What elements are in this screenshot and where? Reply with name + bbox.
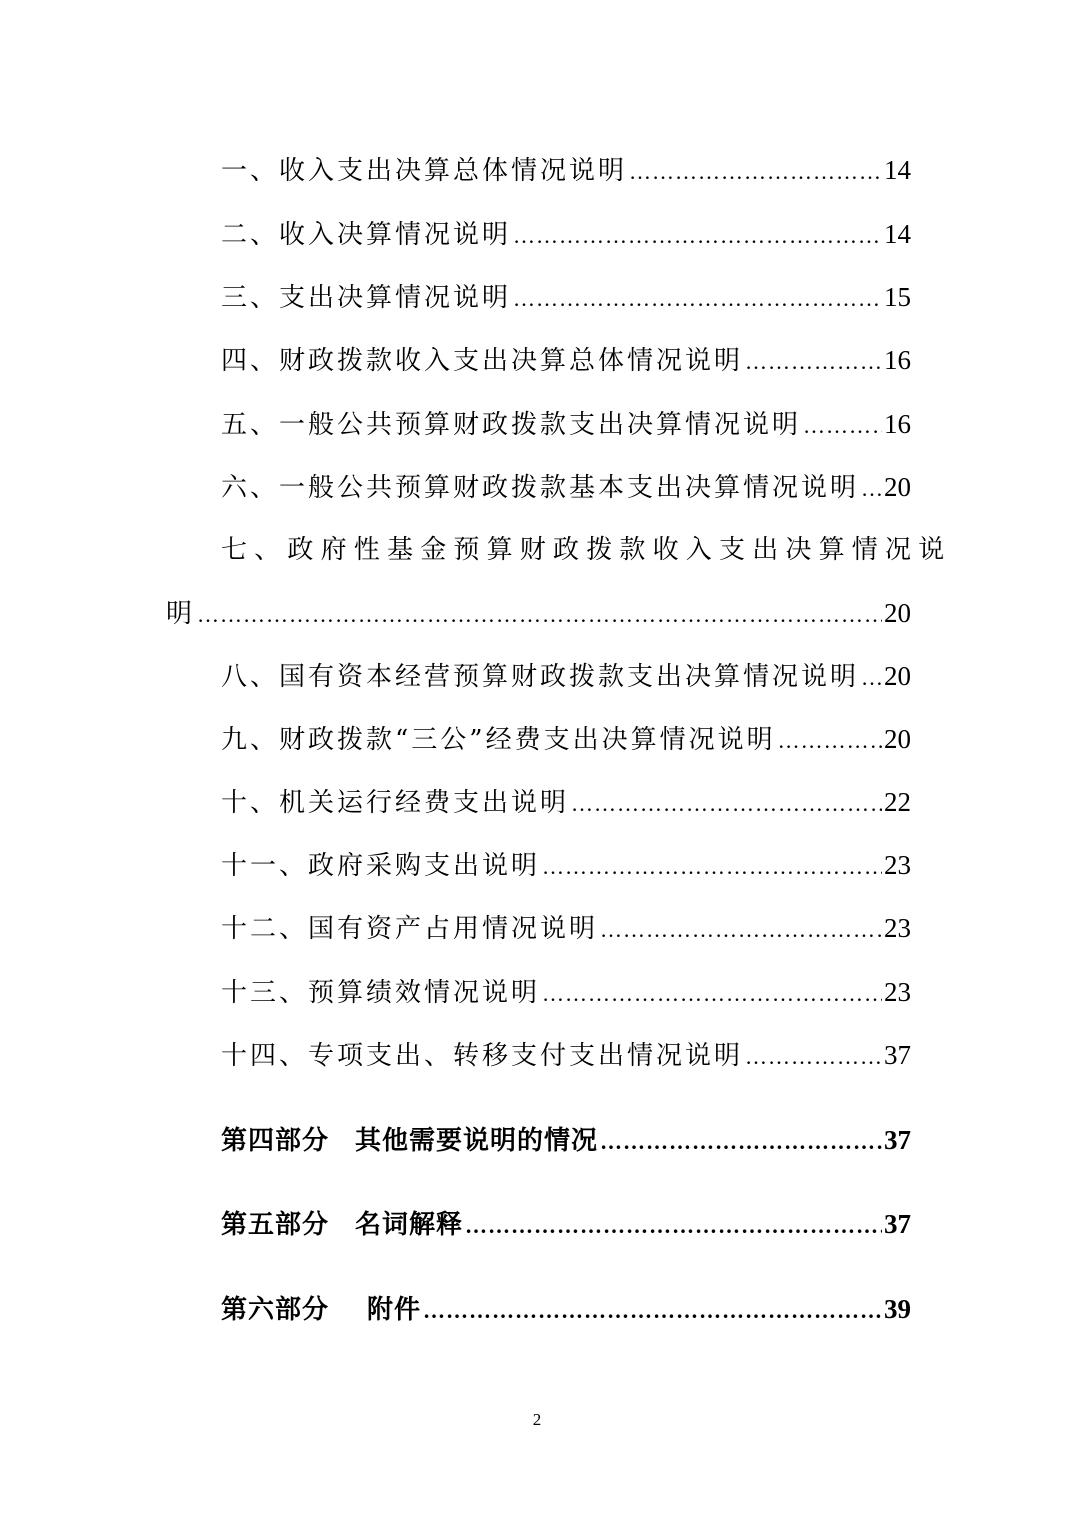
dot-leader	[600, 1122, 882, 1162]
toc-entry-wrapped[interactable]	[221, 530, 952, 570]
toc-entry-label: 十三、预算绩效情况说明	[221, 978, 541, 1008]
dot-leader	[571, 784, 882, 824]
toc-entry-label: 十二、国有资产占用情况说明	[221, 914, 599, 944]
toc-part-entry[interactable]	[221, 1120, 911, 1160]
toc-entry-label: 一、收入支出决算总体情况说明	[221, 156, 628, 186]
dot-leader	[600, 910, 882, 950]
dot-leader	[197, 595, 882, 635]
toc-entry[interactable]	[221, 340, 911, 380]
toc-entry[interactable]	[221, 972, 911, 1012]
toc-entry-continuation[interactable]	[166, 593, 911, 633]
toc-entry-page: 20	[884, 724, 911, 754]
toc-part-label	[221, 1290, 421, 1330]
toc-entry-label: 四、财政拨款收入支出决算总体情况说明	[221, 346, 744, 376]
dot-leader	[542, 974, 882, 1014]
toc-entry[interactable]	[221, 656, 911, 696]
toc-entry-label: 二、收入决算情况说明	[221, 220, 512, 250]
part-number: 第五部分	[221, 1210, 330, 1240]
toc-entry[interactable]	[221, 782, 911, 822]
toc-entry-page: 23	[884, 913, 911, 943]
toc-entry-page: 15	[884, 282, 911, 312]
toc-entry[interactable]	[221, 277, 911, 317]
toc-entry-label: 六、一般公共预算财政拨款基本支出决算情况说明	[221, 473, 860, 503]
part-title: 附件	[367, 1295, 422, 1325]
dot-leader	[513, 279, 882, 319]
dot-leader	[629, 152, 882, 192]
part-title: 名词解释	[355, 1210, 464, 1240]
toc-entry[interactable]	[221, 1035, 911, 1075]
toc-entry-label: 九、财政拨款“三公”经费支出决算情况说明	[221, 725, 776, 755]
toc-entry-page: 20	[884, 598, 911, 628]
toc-part-page: 37	[884, 1125, 911, 1155]
toc-entry-page: 14	[884, 155, 911, 185]
page-number: 2	[532, 1410, 542, 1429]
toc-entry-label-continuation: 明	[166, 599, 196, 629]
toc-entry-page: 23	[884, 850, 911, 880]
dot-leader	[465, 1206, 882, 1246]
toc-entry[interactable]	[221, 150, 911, 190]
toc-part-entry[interactable]	[221, 1204, 911, 1244]
dot-leader	[861, 658, 882, 698]
toc-entry-label: 三、支出决算情况说明	[221, 283, 512, 313]
dot-leader	[423, 1291, 882, 1331]
toc-part-label	[221, 1205, 463, 1245]
toc-part-page: 37	[884, 1209, 911, 1239]
toc-entry-page: 20	[884, 661, 911, 691]
dot-leader	[745, 1037, 882, 1077]
part-number: 第四部分	[221, 1126, 330, 1156]
toc-entry-label: 五、一般公共预算财政拨款支出决算情况说明	[221, 410, 802, 440]
toc-entry-page: 37	[884, 1040, 911, 1070]
dot-leader	[861, 469, 882, 509]
toc-entry-label: 十、机关运行经费支出说明	[221, 788, 570, 818]
part-number: 第六部分	[221, 1295, 330, 1325]
dot-leader	[513, 216, 882, 256]
toc-entry-page: 23	[884, 977, 911, 1007]
dot-leader	[542, 847, 882, 887]
toc-part-entry[interactable]	[221, 1289, 911, 1329]
toc-entry-label: 十一、政府采购支出说明	[221, 851, 541, 881]
dot-leader	[745, 342, 882, 382]
toc-entry[interactable]	[221, 467, 911, 507]
toc-entry[interactable]	[221, 845, 911, 885]
toc-entry-page: 22	[884, 787, 911, 817]
toc-entry[interactable]	[221, 214, 911, 254]
toc-entry-page: 20	[884, 472, 911, 502]
toc-entry[interactable]	[221, 719, 911, 759]
dot-leader	[803, 406, 882, 446]
toc-entry-page: 16	[884, 409, 911, 439]
toc-entry[interactable]	[221, 404, 911, 444]
toc-entry-label: 七、政府性基金预算财政拨款收入支出决算情况说	[221, 535, 952, 565]
toc-part-label	[221, 1121, 598, 1161]
toc-part-page: 39	[884, 1294, 911, 1324]
dot-leader	[778, 721, 882, 761]
toc-entry-page: 14	[884, 219, 911, 249]
part-title: 其他需要说明的情况	[355, 1126, 599, 1156]
toc-entry-label: 八、国有资本经营预算财政拨款支出决算情况说明	[221, 662, 860, 692]
toc-entry-page: 16	[884, 345, 911, 375]
toc-entry-label: 十四、专项支出、转移支付支出情况说明	[221, 1041, 744, 1071]
toc-entry[interactable]	[221, 908, 911, 948]
